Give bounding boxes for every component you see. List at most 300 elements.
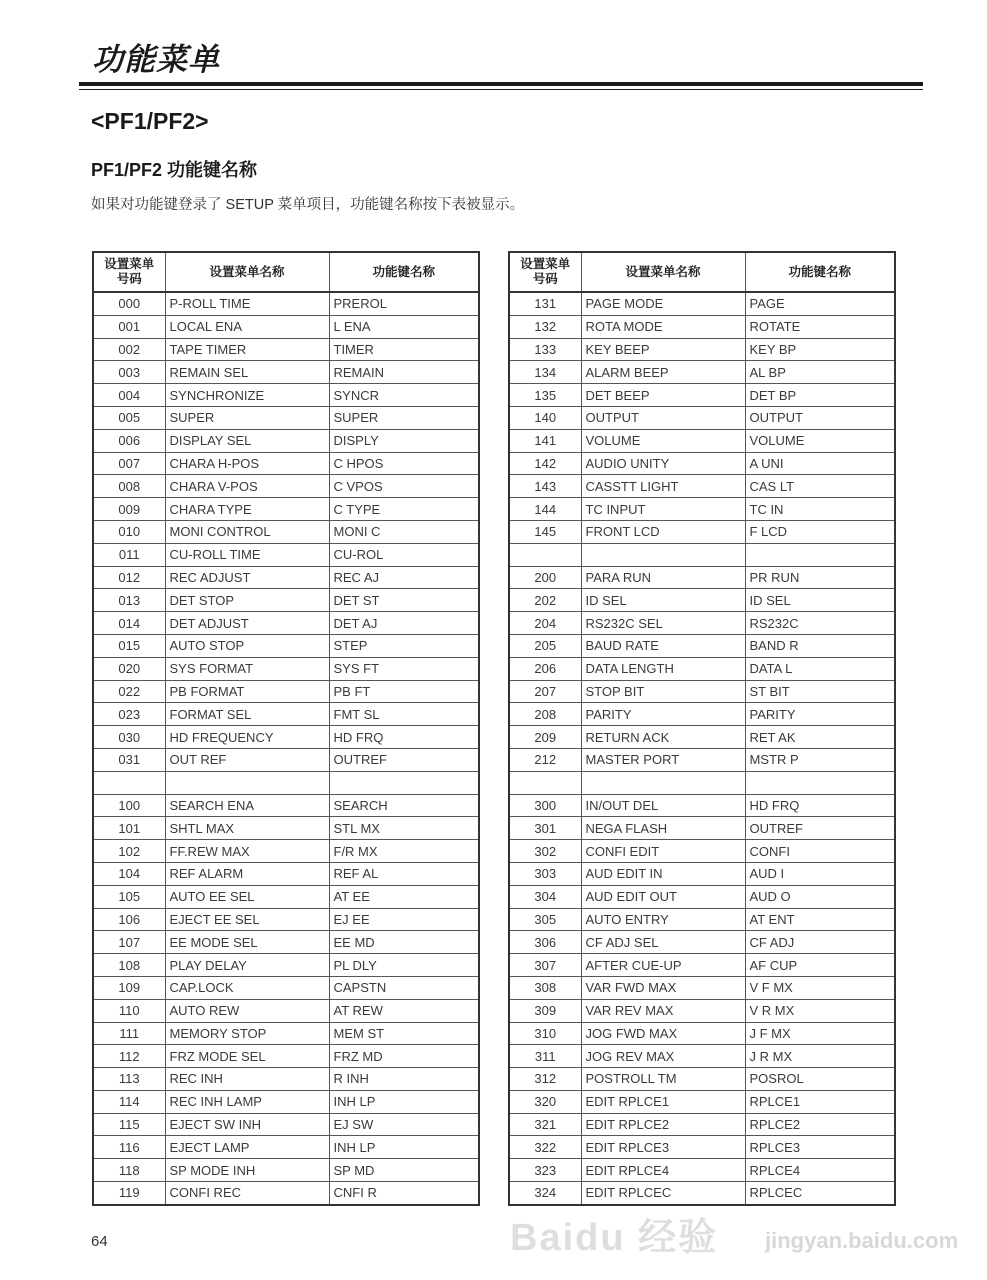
key-name-cell: DET BP xyxy=(745,384,895,407)
key-name-cell: PARITY xyxy=(745,703,895,726)
table-row xyxy=(93,361,479,384)
table-row xyxy=(93,429,479,452)
key-name-cell: RET AK xyxy=(745,726,895,749)
menu-name-cell: EJECT EE SEL xyxy=(165,908,329,931)
table-row xyxy=(93,406,479,429)
menu-name-cell xyxy=(581,771,745,794)
menu-number-cell: 206 xyxy=(509,657,581,680)
menu-number-cell: 135 xyxy=(509,384,581,407)
key-name-cell: ROTATE xyxy=(745,315,895,338)
menu-number-cell: 011 xyxy=(93,543,165,566)
menu-number-cell: 113 xyxy=(93,1068,165,1091)
key-name-cell: AL BP xyxy=(745,361,895,384)
menu-name-cell: DET BEEP xyxy=(581,384,745,407)
menu-name-cell: CF ADJ SEL xyxy=(581,931,745,954)
menu-name-cell: EDIT RPLCE4 xyxy=(581,1159,745,1182)
menu-name-cell: FF.REW MAX xyxy=(165,840,329,863)
menu-name-cell: DET STOP xyxy=(165,589,329,612)
menu-number-cell: 303 xyxy=(509,862,581,885)
table-row xyxy=(93,1090,479,1113)
menu-number-cell: 205 xyxy=(509,634,581,657)
menu-number-cell xyxy=(509,771,581,794)
menu-name-cell: PARITY xyxy=(581,703,745,726)
key-name-cell: AT EE xyxy=(329,885,479,908)
menu-name-cell: ROTA MODE xyxy=(581,315,745,338)
table-row xyxy=(93,589,479,612)
table-row xyxy=(93,1022,479,1045)
menu-number-cell: 212 xyxy=(509,748,581,771)
menu-name-cell: PARA RUN xyxy=(581,566,745,589)
key-name-cell: RS232C xyxy=(745,612,895,635)
table-header-row xyxy=(93,252,479,292)
table-row xyxy=(93,543,479,566)
table-row xyxy=(93,338,479,361)
key-name-cell: OUTPUT xyxy=(745,406,895,429)
menu-number-cell: 309 xyxy=(509,999,581,1022)
menu-number-cell: 005 xyxy=(93,406,165,429)
menu-number-cell: 115 xyxy=(93,1113,165,1136)
key-name-cell: F LCD xyxy=(745,520,895,543)
table-row xyxy=(93,726,479,749)
key-name-cell: SUPER xyxy=(329,406,479,429)
table-row xyxy=(509,475,895,498)
menu-name-cell: CAP.LOCK xyxy=(165,976,329,999)
key-name-cell: V R MX xyxy=(745,999,895,1022)
key-name-cell: SYS FT xyxy=(329,657,479,680)
key-name-cell: FRZ MD xyxy=(329,1045,479,1068)
menu-name-cell: ALARM BEEP xyxy=(581,361,745,384)
key-name-cell: SP MD xyxy=(329,1159,479,1182)
menu-name-cell: EJECT SW INH xyxy=(165,1113,329,1136)
table-row xyxy=(93,1159,479,1182)
table-row xyxy=(509,908,895,931)
table-row xyxy=(509,1022,895,1045)
menu-name-cell: LOCAL ENA xyxy=(165,315,329,338)
table-row xyxy=(509,726,895,749)
menu-name-cell: CU-ROLL TIME xyxy=(165,543,329,566)
table-row xyxy=(509,748,895,771)
menu-number-cell xyxy=(93,771,165,794)
menu-number-cell: 003 xyxy=(93,361,165,384)
table-row xyxy=(93,452,479,475)
table-row xyxy=(509,794,895,817)
key-name-cell: EJ SW xyxy=(329,1113,479,1136)
menu-number-cell: 004 xyxy=(93,384,165,407)
table-row xyxy=(93,840,479,863)
table-row xyxy=(509,931,895,954)
menu-name-cell: REF ALARM xyxy=(165,862,329,885)
key-name-cell: DET AJ xyxy=(329,612,479,635)
menu-number-cell: 310 xyxy=(509,1022,581,1045)
key-name-cell: CAS LT xyxy=(745,475,895,498)
menu-name-cell: AFTER CUE-UP xyxy=(581,954,745,977)
menu-number-cell: 006 xyxy=(93,429,165,452)
menu-number-cell: 010 xyxy=(93,520,165,543)
table-row xyxy=(93,1182,479,1205)
menu-number-cell: 208 xyxy=(509,703,581,726)
menu-number-cell: 101 xyxy=(93,817,165,840)
menu-number-cell: 307 xyxy=(509,954,581,977)
table-row xyxy=(509,634,895,657)
key-name-cell: REMAIN xyxy=(329,361,479,384)
table-row xyxy=(93,657,479,680)
menu-name-cell: CASSTT LIGHT xyxy=(581,475,745,498)
table-row xyxy=(509,862,895,885)
table-row xyxy=(509,1090,895,1113)
key-name-cell: DATA L xyxy=(745,657,895,680)
menu-number-cell: 323 xyxy=(509,1159,581,1182)
key-name-cell: INH LP xyxy=(329,1090,479,1113)
menu-number-cell: 000 xyxy=(93,292,165,315)
menu-number-cell: 107 xyxy=(93,931,165,954)
menu-number-cell: 301 xyxy=(509,817,581,840)
table-row xyxy=(509,954,895,977)
key-name-cell: C TYPE xyxy=(329,498,479,521)
table-row xyxy=(93,999,479,1022)
table-row xyxy=(509,657,895,680)
table-row xyxy=(93,384,479,407)
menu-name-cell: VAR REV MAX xyxy=(581,999,745,1022)
menu-name-cell: RETURN ACK xyxy=(581,726,745,749)
menu-name-cell: P-ROLL TIME xyxy=(165,292,329,315)
key-name-cell: PL DLY xyxy=(329,954,479,977)
table-row xyxy=(93,931,479,954)
table-row xyxy=(509,840,895,863)
menu-number-cell: 020 xyxy=(93,657,165,680)
section-subheading: PF1/PF2 功能键名称 xyxy=(91,160,258,180)
menu-name-cell: VAR FWD MAX xyxy=(581,976,745,999)
menu-number-cell: 009 xyxy=(93,498,165,521)
key-name-cell: AF CUP xyxy=(745,954,895,977)
menu-name-cell: AUD EDIT OUT xyxy=(581,885,745,908)
menu-name-cell: AUTO STOP xyxy=(165,634,329,657)
menu-number-cell: 116 xyxy=(93,1136,165,1159)
key-name-cell: KEY BP xyxy=(745,338,895,361)
menu-number-cell: 102 xyxy=(93,840,165,863)
key-name-cell: TIMER xyxy=(329,338,479,361)
menu-number-cell: 106 xyxy=(93,908,165,931)
table-row xyxy=(93,1136,479,1159)
watermark-url: jingyan.baidu.com xyxy=(765,1228,959,1253)
key-name-cell: AUD I xyxy=(745,862,895,885)
menu-name-cell: JOG REV MAX xyxy=(581,1045,745,1068)
menu-number-cell: 109 xyxy=(93,976,165,999)
table-row xyxy=(509,885,895,908)
header-menu-number: 设置菜单 号码 xyxy=(509,252,581,292)
menu-name-cell: AUTO ENTRY xyxy=(581,908,745,931)
table-row xyxy=(93,566,479,589)
menu-number-cell: 114 xyxy=(93,1090,165,1113)
key-name-cell xyxy=(745,543,895,566)
key-name-cell: AT ENT xyxy=(745,908,895,931)
key-name-cell: OUTREF xyxy=(745,817,895,840)
key-name-cell: PAGE xyxy=(745,292,895,315)
menu-name-cell: TAPE TIMER xyxy=(165,338,329,361)
table-row xyxy=(509,292,895,315)
header-menu-name: 设置菜单名称 xyxy=(581,252,745,292)
table-row xyxy=(509,703,895,726)
menu-name-cell: DATA LENGTH xyxy=(581,657,745,680)
key-name-cell: A UNI xyxy=(745,452,895,475)
menu-name-cell: RS232C SEL xyxy=(581,612,745,635)
menu-number-cell: 007 xyxy=(93,452,165,475)
menu-number-cell: 104 xyxy=(93,862,165,885)
table-row xyxy=(509,543,895,566)
menu-name-cell: NEGA FLASH xyxy=(581,817,745,840)
menu-name-cell: PB FORMAT xyxy=(165,680,329,703)
menu-name-cell: STOP BIT xyxy=(581,680,745,703)
menu-number-cell: 306 xyxy=(509,931,581,954)
menu-name-cell: MEMORY STOP xyxy=(165,1022,329,1045)
menu-name-cell: OUTPUT xyxy=(581,406,745,429)
menu-number-cell: 209 xyxy=(509,726,581,749)
table-row xyxy=(93,1068,479,1091)
menu-name-cell: EJECT LAMP xyxy=(165,1136,329,1159)
key-name-cell: PB FT xyxy=(329,680,479,703)
menu-name-cell: CHARA TYPE xyxy=(165,498,329,521)
table-row xyxy=(93,612,479,635)
header-key-name: 功能键名称 xyxy=(745,252,895,292)
table-row xyxy=(93,908,479,931)
menu-name-cell: FORMAT SEL xyxy=(165,703,329,726)
menu-number-cell: 308 xyxy=(509,976,581,999)
menu-number-cell: 133 xyxy=(509,338,581,361)
table-row xyxy=(93,475,479,498)
menu-number-cell: 110 xyxy=(93,999,165,1022)
menu-name-cell: SYS FORMAT xyxy=(165,657,329,680)
table-row xyxy=(93,1113,479,1136)
menu-name-cell: FRONT LCD xyxy=(581,520,745,543)
table-row xyxy=(509,817,895,840)
key-name-cell: CF ADJ xyxy=(745,931,895,954)
menu-name-cell: IN/OUT DEL xyxy=(581,794,745,817)
table-row xyxy=(93,703,479,726)
menu-number-cell: 131 xyxy=(509,292,581,315)
table-row xyxy=(509,338,895,361)
table-row xyxy=(509,771,895,794)
menu-number-cell: 108 xyxy=(93,954,165,977)
menu-name-cell: SEARCH ENA xyxy=(165,794,329,817)
table-row xyxy=(509,1068,895,1091)
menu-name-cell: TC INPUT xyxy=(581,498,745,521)
key-name-cell: CU-ROL xyxy=(329,543,479,566)
table-row xyxy=(509,406,895,429)
menu-number-cell: 008 xyxy=(93,475,165,498)
key-name-cell: INH LP xyxy=(329,1136,479,1159)
key-name-cell: VOLUME xyxy=(745,429,895,452)
key-name-cell xyxy=(329,771,479,794)
menu-number-cell: 305 xyxy=(509,908,581,931)
menu-number-cell: 132 xyxy=(509,315,581,338)
menu-number-cell: 143 xyxy=(509,475,581,498)
menu-name-cell: MONI CONTROL xyxy=(165,520,329,543)
menu-name-cell: SHTL MAX xyxy=(165,817,329,840)
key-name-cell: L ENA xyxy=(329,315,479,338)
menu-name-cell: PLAY DELAY xyxy=(165,954,329,977)
table-row xyxy=(93,680,479,703)
menu-number-cell: 013 xyxy=(93,589,165,612)
table-row xyxy=(509,1113,895,1136)
menu-name-cell: AUDIO UNITY xyxy=(581,452,745,475)
key-name-cell: EJ EE xyxy=(329,908,479,931)
menu-number-cell: 141 xyxy=(509,429,581,452)
table-row xyxy=(509,1159,895,1182)
table-row xyxy=(93,771,479,794)
menu-name-cell: MASTER PORT xyxy=(581,748,745,771)
key-name-cell: RPLCE1 xyxy=(745,1090,895,1113)
menu-name-cell: CHARA V-POS xyxy=(165,475,329,498)
menu-name-cell: EDIT RPLCE1 xyxy=(581,1090,745,1113)
key-name-cell: AUD O xyxy=(745,885,895,908)
menu-number-cell: 321 xyxy=(509,1113,581,1136)
table-row xyxy=(93,315,479,338)
menu-number-cell: 030 xyxy=(93,726,165,749)
menu-number-cell xyxy=(509,543,581,566)
menu-number-cell: 324 xyxy=(509,1182,581,1205)
key-name-cell: J R MX xyxy=(745,1045,895,1068)
menu-number-cell: 311 xyxy=(509,1045,581,1068)
table-row xyxy=(509,1045,895,1068)
key-name-cell: C VPOS xyxy=(329,475,479,498)
menu-name-cell: SUPER xyxy=(165,406,329,429)
key-name-cell: MEM ST xyxy=(329,1022,479,1045)
menu-name-cell: CONFI EDIT xyxy=(581,840,745,863)
table-row xyxy=(509,612,895,635)
key-name-cell: HD FRQ xyxy=(329,726,479,749)
table-row xyxy=(509,680,895,703)
menu-number-cell: 111 xyxy=(93,1022,165,1045)
key-name-cell: RPLCE2 xyxy=(745,1113,895,1136)
table-row xyxy=(93,520,479,543)
menu-number-cell: 134 xyxy=(509,361,581,384)
table-row xyxy=(509,976,895,999)
menu-number-cell: 023 xyxy=(93,703,165,726)
key-name-cell: ID SEL xyxy=(745,589,895,612)
table-row xyxy=(509,315,895,338)
menu-number-cell: 144 xyxy=(509,498,581,521)
menu-number-cell: 304 xyxy=(509,885,581,908)
menu-number-cell: 300 xyxy=(509,794,581,817)
menu-name-cell: REMAIN SEL xyxy=(165,361,329,384)
title-rule-thin xyxy=(79,89,923,90)
key-name-cell: EE MD xyxy=(329,931,479,954)
table-row xyxy=(509,566,895,589)
menu-name-cell: EDIT RPLCE2 xyxy=(581,1113,745,1136)
watermark-logo: Baidu 经验 xyxy=(510,1217,719,1259)
function-key-table-left xyxy=(92,251,480,1206)
title-rule-thick xyxy=(79,82,923,86)
menu-name-cell: POSTROLL TM xyxy=(581,1068,745,1091)
key-name-cell: RPLCE4 xyxy=(745,1159,895,1182)
key-name-cell: SYNCR xyxy=(329,384,479,407)
menu-number-cell: 105 xyxy=(93,885,165,908)
menu-name-cell: REC ADJUST xyxy=(165,566,329,589)
menu-number-cell: 002 xyxy=(93,338,165,361)
menu-number-cell: 031 xyxy=(93,748,165,771)
key-name-cell: SEARCH xyxy=(329,794,479,817)
key-name-cell: STEP xyxy=(329,634,479,657)
header-menu-name: 设置菜单名称 xyxy=(165,252,329,292)
table-row xyxy=(93,885,479,908)
key-name-cell: PR RUN xyxy=(745,566,895,589)
key-name-cell: REF AL xyxy=(329,862,479,885)
header-menu-number: 设置菜单 号码 xyxy=(93,252,165,292)
menu-name-cell xyxy=(165,771,329,794)
menu-name-cell: ID SEL xyxy=(581,589,745,612)
menu-name-cell: AUTO EE SEL xyxy=(165,885,329,908)
menu-number-cell: 312 xyxy=(509,1068,581,1091)
table-row xyxy=(509,520,895,543)
menu-name-cell: EDIT RPLCE3 xyxy=(581,1136,745,1159)
menu-number-cell: 100 xyxy=(93,794,165,817)
menu-number-cell: 140 xyxy=(509,406,581,429)
menu-name-cell: OUT REF xyxy=(165,748,329,771)
table-row xyxy=(509,384,895,407)
key-name-cell: POSROL xyxy=(745,1068,895,1091)
page-number: 64 xyxy=(91,1233,108,1250)
key-name-cell: FMT SL xyxy=(329,703,479,726)
key-name-cell: C HPOS xyxy=(329,452,479,475)
menu-number-cell: 302 xyxy=(509,840,581,863)
menu-name-cell: KEY BEEP xyxy=(581,338,745,361)
key-name-cell: REC AJ xyxy=(329,566,479,589)
key-name-cell xyxy=(745,771,895,794)
menu-name-cell: EDIT RPLCEC xyxy=(581,1182,745,1205)
table-row xyxy=(509,1136,895,1159)
key-name-cell: OUTREF xyxy=(329,748,479,771)
table-row xyxy=(509,498,895,521)
menu-name-cell: SP MODE INH xyxy=(165,1159,329,1182)
menu-name-cell: CHARA H-POS xyxy=(165,452,329,475)
key-name-cell: MONI C xyxy=(329,520,479,543)
table-row xyxy=(509,452,895,475)
table-header-row xyxy=(509,252,895,292)
menu-name-cell: AUD EDIT IN xyxy=(581,862,745,885)
table-row xyxy=(93,292,479,315)
table-row xyxy=(93,976,479,999)
menu-name-cell: DET ADJUST xyxy=(165,612,329,635)
key-name-cell: DISPLY xyxy=(329,429,479,452)
key-name-cell: STL MX xyxy=(329,817,479,840)
menu-number-cell: 118 xyxy=(93,1159,165,1182)
menu-name-cell: DISPLAY SEL xyxy=(165,429,329,452)
menu-name-cell: HD FREQUENCY xyxy=(165,726,329,749)
menu-number-cell: 145 xyxy=(509,520,581,543)
key-name-cell: DET ST xyxy=(329,589,479,612)
key-name-cell: HD FRQ xyxy=(745,794,895,817)
key-name-cell: TC IN xyxy=(745,498,895,521)
menu-number-cell: 015 xyxy=(93,634,165,657)
table-row xyxy=(93,748,479,771)
key-name-cell: R INH xyxy=(329,1068,479,1091)
table-row xyxy=(93,634,479,657)
menu-number-cell: 322 xyxy=(509,1136,581,1159)
table-row xyxy=(509,361,895,384)
menu-number-cell: 119 xyxy=(93,1182,165,1205)
table-row xyxy=(509,589,895,612)
table-row xyxy=(509,999,895,1022)
table-row xyxy=(93,794,479,817)
menu-name-cell xyxy=(581,543,745,566)
key-name-cell: CONFI xyxy=(745,840,895,863)
menu-number-cell: 204 xyxy=(509,612,581,635)
menu-number-cell: 142 xyxy=(509,452,581,475)
menu-name-cell: VOLUME xyxy=(581,429,745,452)
table-row xyxy=(93,1045,479,1068)
menu-number-cell: 320 xyxy=(509,1090,581,1113)
menu-number-cell: 001 xyxy=(93,315,165,338)
menu-name-cell: PAGE MODE xyxy=(581,292,745,315)
